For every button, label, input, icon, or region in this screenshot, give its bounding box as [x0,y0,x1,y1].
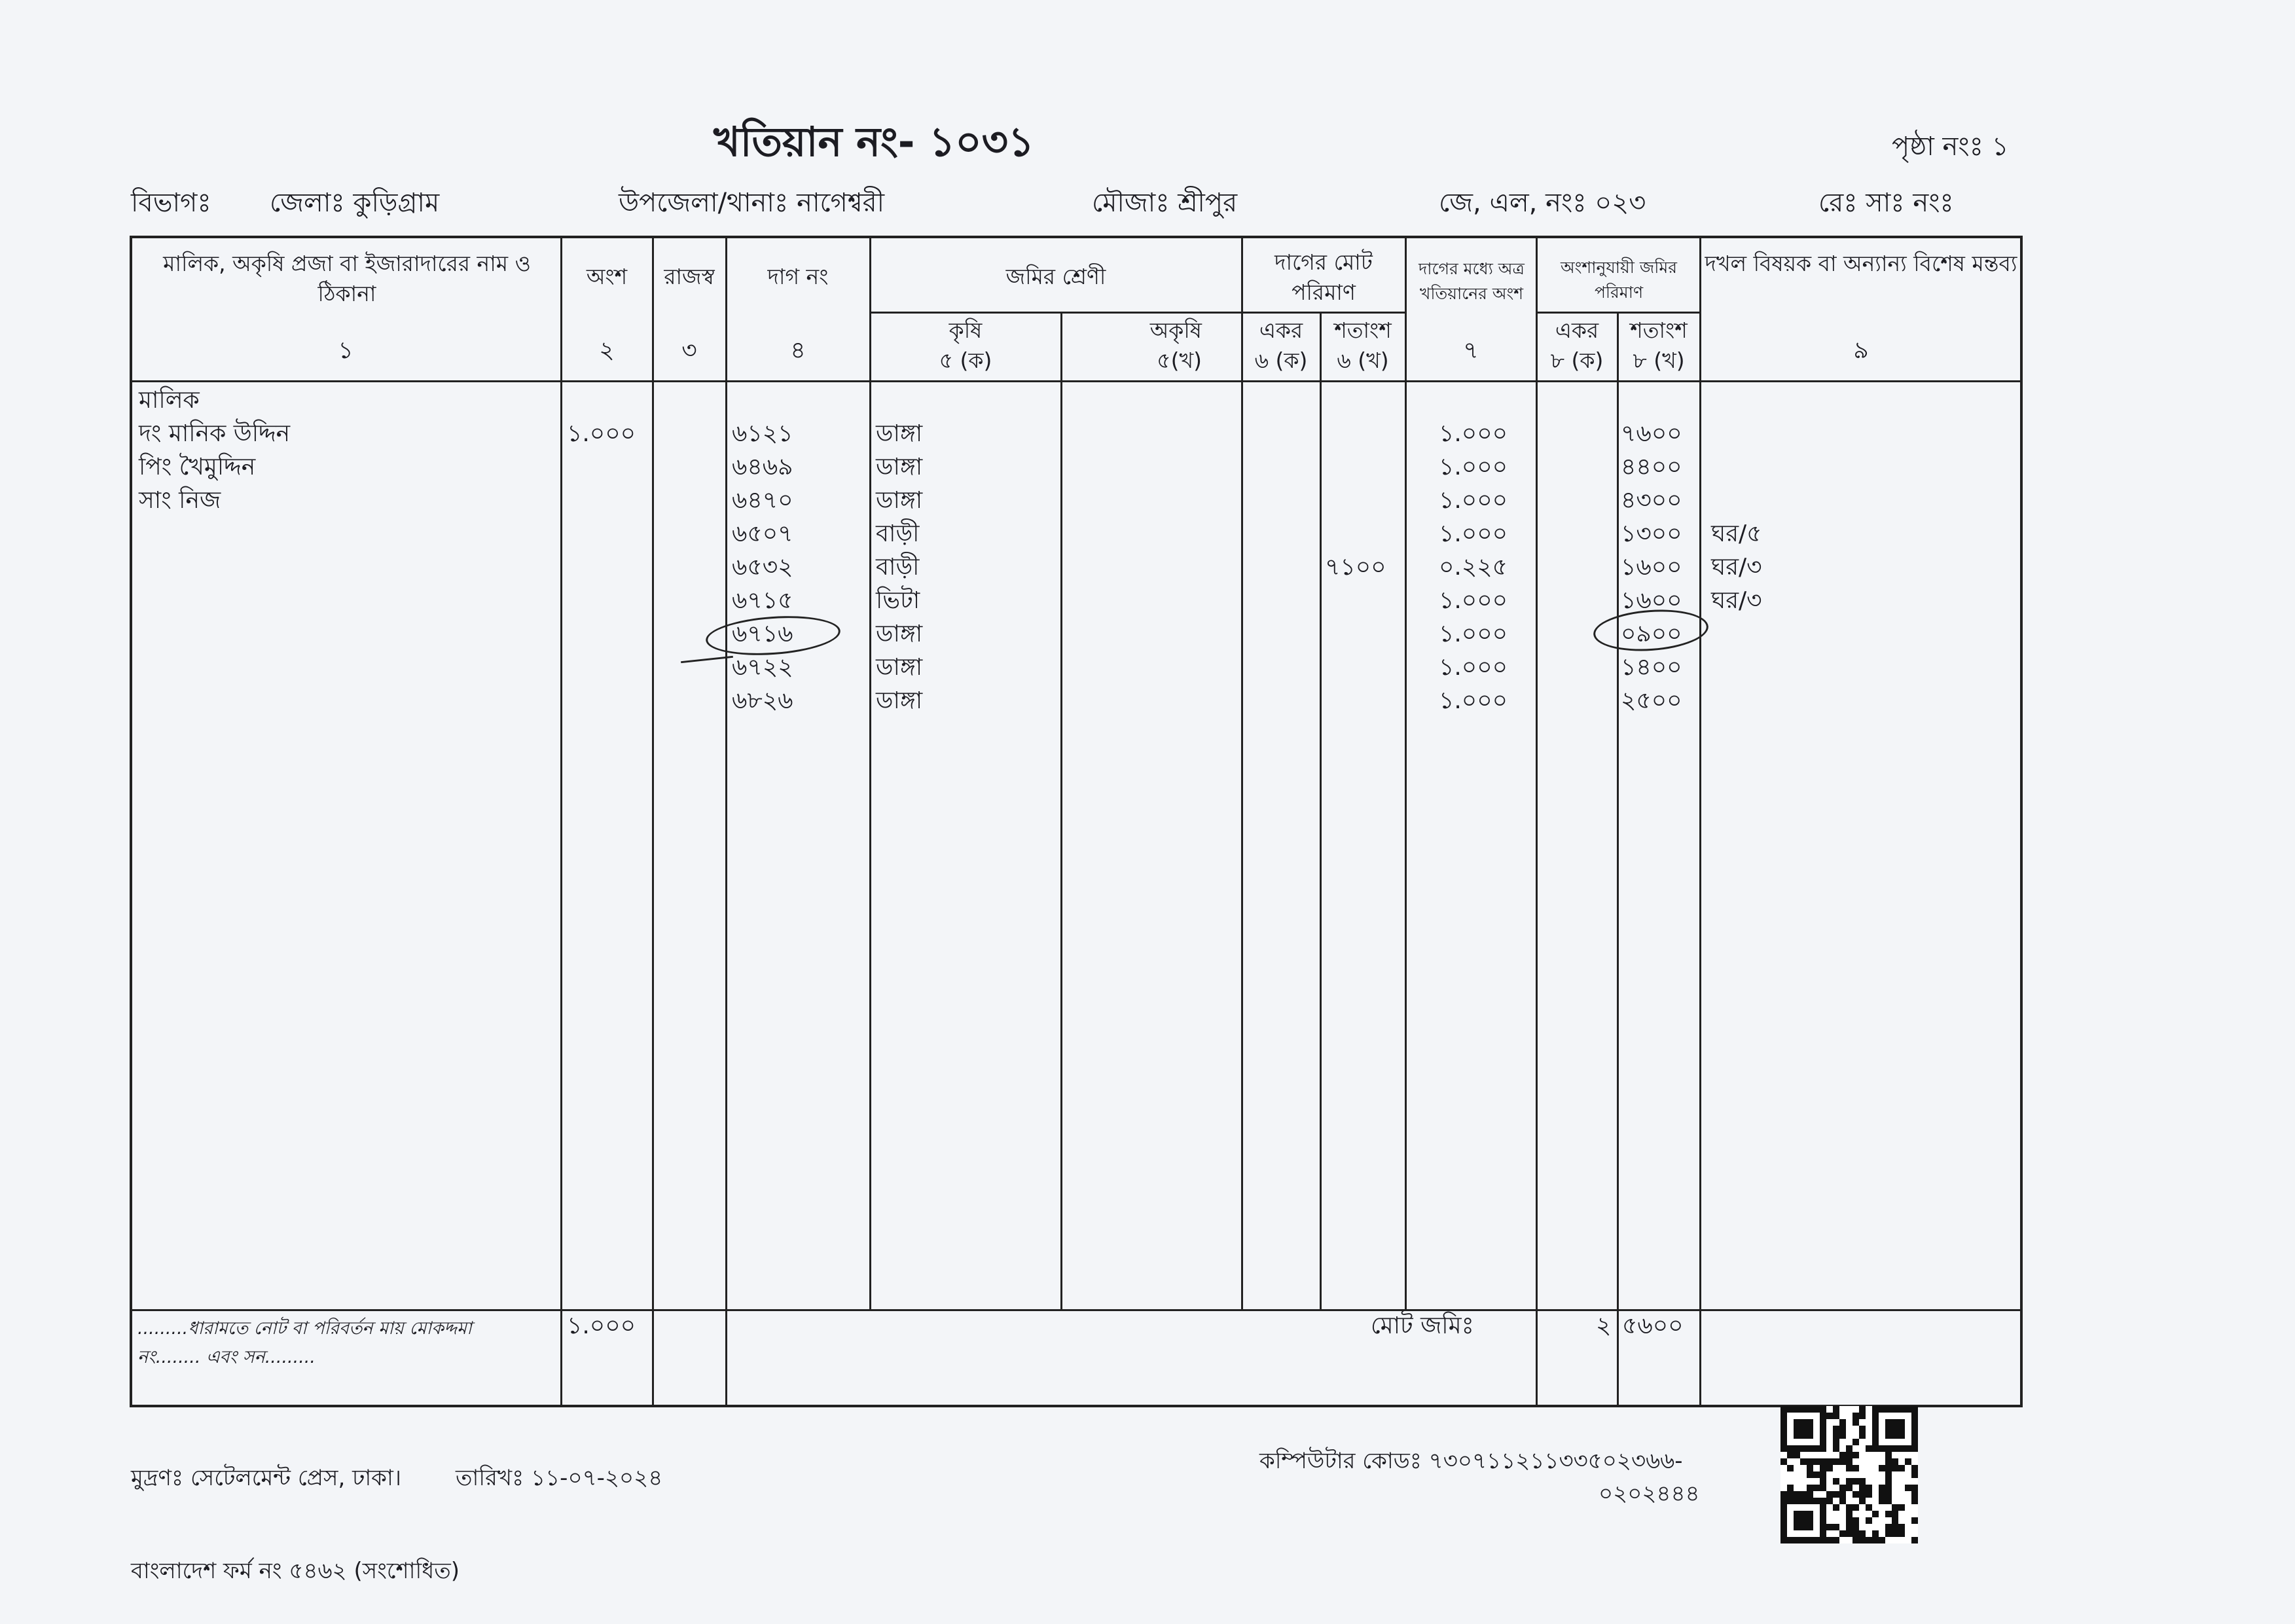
owner-father: পিং খৈমুদ্দিন [139,454,256,480]
col-num-1: ১ [338,337,353,364]
header-agri [871,316,1060,376]
col-num-7: ৭ [1463,337,1479,364]
upazila-label: উপজেলা/থানাঃ নাগেশ্বরী [619,188,885,218]
mouza-label: মৌজাঃ শ্রীপুর [1092,188,1238,218]
cell-dag: ৬৮২৬ [732,687,793,714]
decimal2-sub: ৮ (খ) [1633,348,1685,373]
grid-line [130,380,2023,382]
cell-class: ডাঙ্গা [876,454,923,480]
cell-dec8: ১৩০০ [1621,520,1682,547]
header-remarks: দখল বিষয়ক বা অন্যান্য বিশেষ মন্তব্য [1705,251,2017,276]
header-share-area: অংশানুযায়ী জমির পরিমাণ [1560,258,1677,302]
cell-remark: ঘর/৫ [1711,520,1762,547]
grid-line [1320,313,1322,1309]
col-num-3: ৩ [681,337,697,364]
division-label: বিভাগঃ [131,188,211,218]
footer-share-total: ১.০০০ [567,1312,636,1339]
agri-label: কৃষি [949,317,983,343]
header-dag-total: দাগের মোট পরিমাণ [1274,249,1373,305]
grid-line [652,236,654,1407]
press-label: মুদ্রণঃ সেটেলমেন্ট প্রেস, ঢাকা। [131,1465,401,1491]
grid-line [1405,236,1407,1309]
acre2-sub: ৮ (ক) [1550,348,1604,373]
cell-remark: ঘর/৩ [1711,554,1762,581]
cell-class: ডাঙ্গা [876,687,923,714]
cell-dag: ৬৭১৬ [732,621,793,647]
header-share: অংশ [586,264,628,289]
grid-line [1699,236,1701,1407]
col-num-4: ৪ [790,337,806,364]
owner-address: সাং নিজ [139,487,221,514]
decimal-label: শতাংশ [1334,317,1392,343]
cell-dec8: ২৫০০ [1621,687,1682,714]
header-dag: দাগ নং [767,264,829,289]
header-decimal [1321,316,1405,376]
header-acre2 [1537,316,1617,376]
col-num-9: ৯ [1853,337,1869,364]
qr-code [1780,1406,1918,1543]
khatian-table [130,236,2023,1407]
cell-dag: ৬৭২২ [732,654,793,681]
acre2-label: একর [1555,317,1599,343]
grid-line [1241,236,1243,1309]
header-acre [1242,316,1320,376]
cell-dag: ৬৫০৭ [732,520,793,547]
cell-class: ডাঙ্গা [876,420,923,447]
cell-share: ০.২২৫ [1439,554,1508,581]
cell-dec8: ৭৬০০ [1621,420,1682,447]
cell-class: বাড়ী [876,520,920,547]
grid-line [1241,312,1405,314]
grid-line [869,236,871,1309]
grid-line [1536,312,1699,314]
grid-line [1060,313,1062,1309]
cell-class: ভিটা [876,587,920,614]
header-revenue: রাজস্ব [664,264,715,289]
cell-share: ১.০০০ [1439,454,1508,480]
col-num-2: ২ [599,337,615,364]
agri-sub: ৫ (ক) [939,348,992,373]
header-land-class: জমির শ্রেণী [1005,264,1106,289]
footer-total-acre: ২ [1596,1312,1612,1339]
header-khatian-share: দাগের মধ্যে অত্র খতিয়ানের অংশ [1419,259,1525,303]
page-number: পৃষ্ঠা নংঃ ১ [1892,132,2009,162]
acre-label: একর [1259,317,1303,343]
computer-code-cont: ০২০২৪৪৪ [1599,1481,1700,1507]
khatian-title: খতিয়ান নং- ১০৩১ [714,118,1035,166]
cell-dag: ৬৭১৫ [732,587,793,614]
decimal-sub: ৬ (খ) [1337,348,1389,373]
cell-share: ১.০০০ [1439,420,1508,447]
register-number: রেঃ সাঃ নংঃ [1818,188,1954,218]
print-date: তারিখঃ ১১-০৭-২০২৪ [456,1465,663,1491]
header-decimal2 [1618,316,1699,376]
cell-dec8: ০৯০০ [1621,621,1682,647]
cell-remark: ঘর/৩ [1711,587,1762,614]
owner-share: ১.০০০ [567,420,636,447]
grid-line [1617,313,1619,1407]
grid-line [725,236,727,1407]
grid-line [869,312,1241,314]
grid-line [1536,236,1538,1407]
cell-class: ডাঙ্গা [876,487,923,514]
cell-share: ১.০০০ [1439,621,1508,647]
nonagri-sub: ৫(খ) [1157,348,1202,373]
cell-dag: ৬৫৩২ [732,554,793,581]
decimal2-label: শতাংশ [1630,317,1688,343]
computer-code: কম্পিউটার কোডঃ ৭৩০৭১১২১১৩৩৫০২৩৬৬- [1259,1448,1683,1474]
cell-dag: ৬৪৬৯ [732,454,793,480]
form-number: বাংলাদেশ ফর্ম নং ৫৪৬২ (সংশোধিত) [131,1558,460,1584]
cell-dag: ৬১২১ [732,420,793,447]
district-label: জেলাঃ কুড়িগ্রাম [270,188,440,218]
cell-dec8: ১৬০০ [1621,554,1682,581]
jl-number: জে, এল, নংঃ ০২৩ [1439,188,1646,218]
cell-class: ডাঙ্গা [876,654,923,681]
cell-dag: ৬৪৭০ [732,487,793,514]
header-owner: মালিক, অকৃষি প্রজা বা ইজারাদারের নাম ও ঠিকানা [163,251,531,306]
cell-share: ১.০০০ [1439,587,1508,614]
cell-dec6: ৭১০০ [1325,554,1386,581]
cell-share: ১.০০০ [1439,520,1508,547]
cell-dec8: ৪৩০০ [1621,487,1682,514]
owner-heading: মালিক [139,387,200,414]
header-nonagri [1062,316,1241,376]
footer-total-label: মোট জমিঃ [1371,1312,1474,1339]
footer-total-decimal: ৫৬০০ [1622,1312,1684,1339]
cell-share: ১.০০০ [1439,687,1508,714]
cell-dec8: ১৪০০ [1621,654,1682,681]
cell-dec8: ৪৪০০ [1621,454,1682,480]
cell-share: ১.০০০ [1439,487,1508,514]
owner-name: দং মানিক উদ্দিন [139,420,291,447]
cell-dec8: ১৬০০ [1621,587,1682,614]
cell-class: ডাঙ্গা [876,621,923,647]
cell-class: বাড়ী [876,554,920,581]
grid-line [560,236,562,1407]
nonagri-label: অকৃষি [1149,317,1202,343]
cell-share: ১.০০০ [1439,654,1508,681]
acre-sub: ৬ (ক) [1254,348,1308,373]
footer-note: .........ধারামতে নোট বা পরিবর্তন মায় মোকদ্দমা নং........ এবং সন......... [137,1318,472,1367]
grid-line [130,1309,2023,1311]
